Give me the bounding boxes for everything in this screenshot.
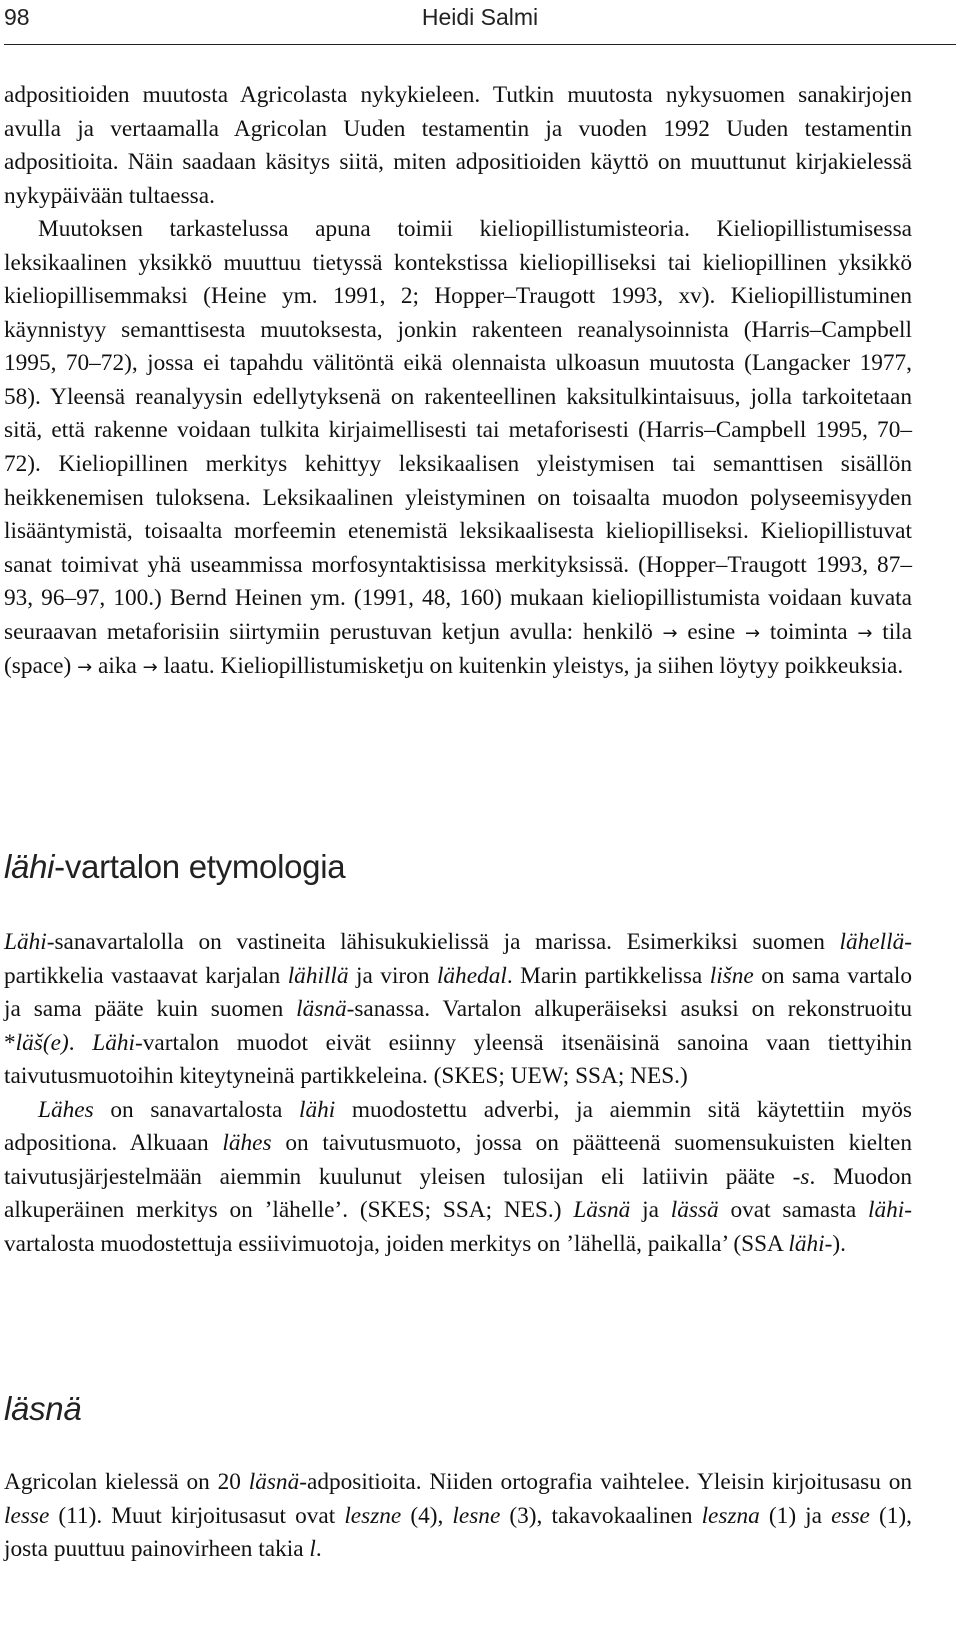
italic-term: läš(e) [15, 1029, 69, 1056]
paragraph-text: . [315, 1536, 322, 1563]
italic-term: lähi [298, 1096, 336, 1123]
italic-term: lähi [867, 1197, 905, 1224]
paragraph-text: -partikkelia vastaavat karjalan [4, 929, 912, 989]
arrow-icon: → [662, 622, 678, 644]
italic-term: lähillä [287, 962, 349, 989]
paragraph-text: -sanavartalolla on vastineita lähisukukielissä ja marissa. Esimerkiksi suomen [46, 929, 840, 955]
paragraph-text: ja viron [348, 962, 437, 989]
paragraph-text: (1) ja [759, 1502, 832, 1529]
italic-term: lähellä [839, 929, 905, 955]
paragraph-text: . Muodon alkuperäinen merkitys on ’lähelle’. (SKES; SSA; NES.) [4, 1163, 912, 1224]
heading-text: -vartalon etymologia [54, 848, 346, 885]
arrow-icon: → [77, 657, 93, 679]
arrow-icon: → [745, 622, 761, 644]
paragraph-text: on sama vartalo ja sama pääte kuin suomen [4, 962, 912, 1023]
paragraph-text: -vartalosta muodostettuja essiivimuotoja, joiden merkitys on ’lähellä, paikalla’ (SSA [4, 1197, 912, 1257]
section-lahi-paragraph-2 [4, 1094, 912, 1262]
paragraph-text: Muutoksen tarkastelussa apuna toimii kieliopillistumisteoria. Kieliopillistumisessa leksikaalinen yksikkö muuttuu tietyssä kontekstissa kieliopilliseksi tai kieliopillinen yksikkö kieliopillisemmaksi (Heine ym. 1991, 2; Hopper–Traugott 1993, xv). Kieliopillistuminen käynnistyy semanttisesta muutoksesta, jonkin rakenteen reanalysoinnista (Harris–Campbell 1995, 70–72), jossa ei tapahdu välitöntä eikä olennaista ulkoasun muutosta (Langacker 1977, 58). Yleensä reanalyysin edellytyksenä on rakenteellinen kaksitulkintaisuus, jolla tarkoitetaan sitä, että rakenne voidaan tulkita kirjaimellisesti tai metaforisesti (Harris–Campbell 1995, 70–72). Kieliopillinen merkitys kehittyy leksikaalisen yleistymisen tai semanttisen sisällön heikkenemisen tuloksena. Leksikaalinen yleistyminen on toisaalta muodon polyseemisyyden lisääntymistä, toisaalta morfeemin etenemistä leksikaalisesta kieliopilliseksi. Kieliopillistuvat sanat toimivat yhä useammissa morfosyntaktisissa merkityksissä. (Hopper–Traugott 1993, 87–93, 96–97, 100.) Bernd Heinen ym. (1991, 48, 160) mukaan kieliopillistumista voidaan kuvata seuraavan metaforisiin siirtymiin perustuvan ketjun avulla: henkilö [4, 216, 912, 645]
arrow-icon: → [857, 622, 873, 644]
section-heading-lahi [4, 848, 345, 886]
paragraph-text: (3), takavokaalinen [500, 1502, 702, 1529]
italic-term: lišne [709, 962, 754, 989]
paragraph-text: muodostettu adverbi, ja aiemmin sitä käytettiin myös adpositiona. Alkuaan [4, 1096, 912, 1157]
intro-text [4, 79, 912, 685]
section-lasna-text [4, 1466, 912, 1567]
running-head-author: Heidi Salmi [421, 4, 539, 30]
chain-item: tila (space) [4, 618, 912, 680]
heading-italic-part: läsnä [4, 1390, 82, 1427]
italic-term: Lähi [92, 1029, 135, 1056]
italic-term: s [800, 1163, 810, 1190]
paragraph-text: -vartalon muodot eivät esiinny yleensä itsenäisinä sanoina vaan tiettyihin taivutusmuotoihin kiteytyneinä partikkeleina. (SKES; UEW; SSA; NES.) [4, 1029, 912, 1090]
paragraph-text: . [68, 1029, 93, 1056]
paragraph-text: Agricolan kielessä on 20 [4, 1469, 249, 1495]
section-lasna-paragraph-1 [4, 1466, 912, 1567]
italic-term: läsnä [248, 1469, 300, 1495]
section-heading-lasna [4, 1390, 81, 1428]
italic-term: lähi [788, 1230, 825, 1257]
paragraph-text: . Marin partikkelissa [506, 962, 710, 989]
italic-term: Lähi [4, 929, 47, 955]
italic-term: leszna [701, 1502, 760, 1529]
chain-item: laatu. [163, 653, 215, 680]
italic-term: esse [831, 1502, 870, 1529]
italic-term: lesne [452, 1502, 501, 1529]
italic-term: Läsnä [573, 1197, 631, 1224]
paragraph-text: (1), josta puuttuu painovirheen takia [4, 1502, 912, 1563]
section-lahi-paragraph-1 [4, 926, 912, 1094]
paragraph-text: -). [824, 1230, 846, 1257]
italic-term: lesse [4, 1502, 50, 1529]
paragraph-text: Kieliopillistumisketju on kuitenkin yleistys, ja siihen löytyy poikkeuksia. [220, 653, 904, 680]
paragraph-text: (11). Muut kirjoitusasut ovat [49, 1502, 345, 1529]
italic-term: lässä [670, 1197, 719, 1224]
italic-term: Lähes [38, 1096, 94, 1123]
italic-term: läsnä [296, 996, 347, 1023]
paragraph-text: on taivutusmuoto, jossa on päätteenä suomensukuisten kielten taivutusjärjestelmään aiemmin kuulunut yleisen tulosijan eli latiivin pääte - [4, 1130, 912, 1190]
chain-item: esine [687, 618, 736, 645]
italic-term: lähedal [436, 962, 507, 989]
paragraph-text: -sanassa. Vartalon alkuperäiseksi asuksi on rekonstruoitu * [4, 996, 912, 1056]
running-head [4, 0, 956, 45]
page-number: 98 [4, 4, 30, 30]
paragraph-text: ja [630, 1197, 671, 1224]
italic-term: l [309, 1536, 316, 1563]
section-lahi-text [4, 926, 912, 1261]
chain-item: toiminta [769, 618, 848, 645]
heading-italic-part: lähi [4, 848, 55, 885]
intro-paragraph-1: adpositioiden muutosta Agricolasta nykykieleen. Tutkin muutosta nykysuomen sanakirjojen avulla ja vertaamalla Agricolan Uuden testamentin ja vuoden 1992 Uuden testamentin adpositioita. Näin saadaan käsitys siitä, miten adpositioiden käyttö on muuttunut kirjakielessä nykypäivään tultaessa. [4, 82, 912, 209]
paragraph-text: on sanavartalosta [93, 1096, 299, 1123]
paragraph-text: (4), [401, 1502, 453, 1529]
intro-paragraph-2 [4, 213, 912, 685]
paragraph-text: -adpositioita. Niiden ortografia vaihtelee. Yleisin kirjoitusasu on [299, 1469, 912, 1495]
chain-item: aika [98, 653, 137, 680]
paragraph-text: ovat samasta [718, 1197, 868, 1224]
italic-term: leszne [344, 1502, 402, 1529]
italic-term: lähes [222, 1130, 272, 1157]
arrow-icon: → [142, 657, 158, 679]
